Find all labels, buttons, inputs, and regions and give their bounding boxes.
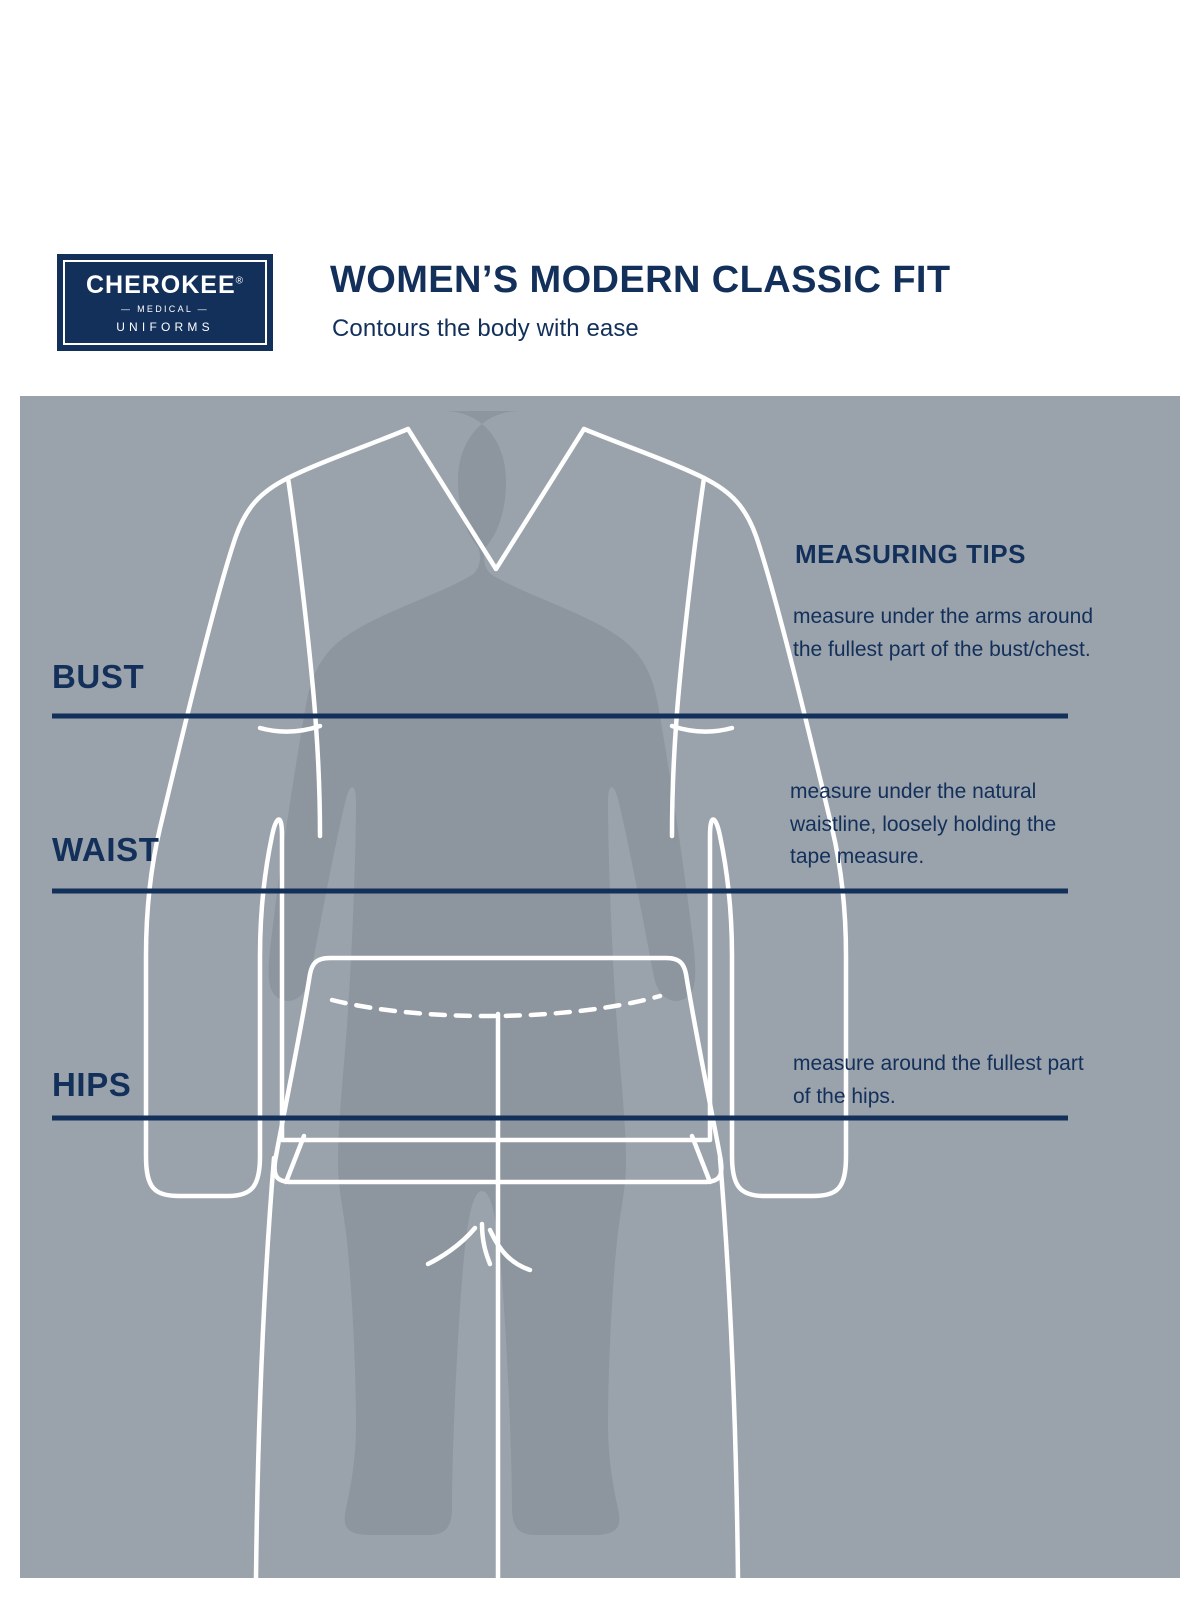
bust-measuring-tip: measure under the arms around the fullest part of the bust/chest. (793, 605, 1093, 661)
bust-label: BUST (52, 658, 145, 695)
logo-inner-frame (63, 260, 267, 345)
hips-measuring-tip: measure around the fullest part of the hips. (793, 1052, 1084, 1108)
header (0, 240, 1200, 390)
logo-medical-text: — MEDICAL — (121, 303, 209, 314)
cherokee-logo (57, 254, 273, 351)
logo-uniforms-text: UNIFORMS (116, 319, 214, 334)
page-title: WOMEN’S MODERN CLASSIC FIT (330, 259, 951, 301)
measurement-lines (20, 396, 1180, 1578)
waist-label: WAIST (52, 831, 160, 868)
measuring-tips-title: MEASURING TIPS (795, 539, 1026, 569)
logo-brand-name (85, 270, 245, 299)
diagram-panel (20, 396, 1180, 1578)
waist-measuring-tip: measure under the natural waistline, loosely holding the tape measure. (790, 780, 1057, 869)
page-subtitle: Contours the body with ease (332, 315, 639, 342)
hips-label: HIPS (52, 1066, 132, 1103)
registered-trademark-icon: ® (235, 275, 245, 287)
logo-brand-text: CHEROKEE (85, 270, 236, 299)
